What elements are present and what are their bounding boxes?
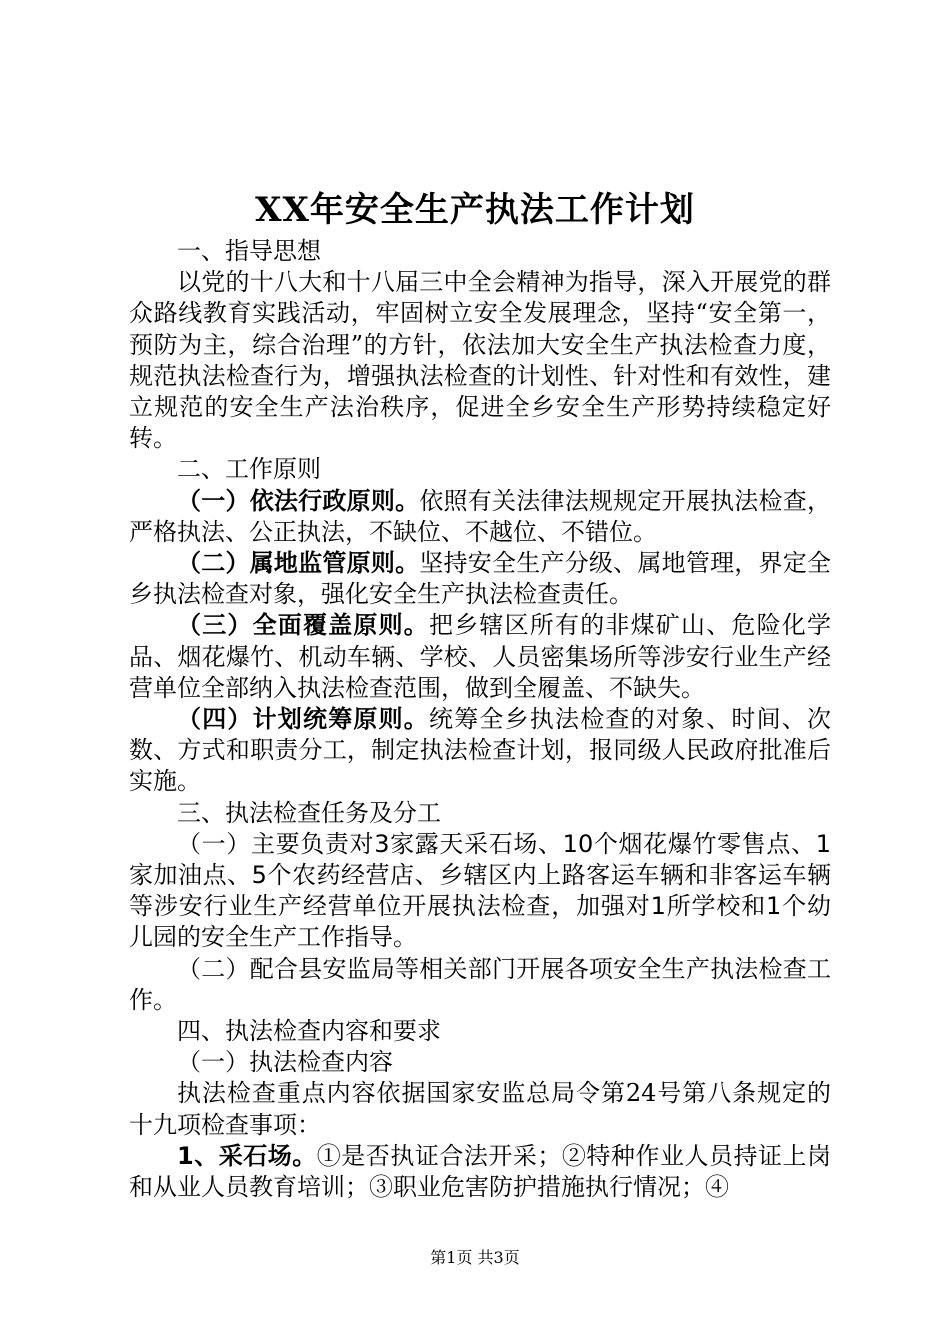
principle-1-text: 依照有关法律法规规定开展执法检查，严格执法、公正执法，不缺位、不越位、不错位。 <box>129 486 832 546</box>
principle-2-text: 坚持安全生产分级、属地管理，界定全乡执法检查对象，强化安全生产执法检查责任。 <box>129 549 832 609</box>
section-heading-4: 四、执法检查内容和要求 <box>177 1017 441 1046</box>
section-heading-3: 三、执法检查任务及分工 <box>177 798 441 827</box>
subsection-heading-4-1: （一）执法检查内容 <box>177 1048 393 1077</box>
task-1: （一）主要负责对3家露天采石场、10个烟花爆竹零售点、1家加油点、5个农药经营店、乡辖区内上路客运车辆和非客运车辆等涉安行业生产经营单位开展执法检查，加强对1所学校和1个幼儿园的安全生产工作指导。 <box>129 829 831 952</box>
principle-3 <box>129 610 831 704</box>
principle-4 <box>129 704 831 798</box>
page-footer: 第1页 共3页 <box>430 1248 520 1267</box>
principle-4-head: （四）计划统筹原则。 <box>177 705 429 734</box>
document-body <box>129 236 831 1203</box>
paragraph-inspection-content: 执法检查重点内容依据国家安监总局令第24号第八条规定的十九项检查事项： <box>129 1079 831 1139</box>
item-1-head: 1、采石场。 <box>177 1141 317 1170</box>
item-1-text: ①是否执证合法开采；②特种作业人员持证上岗和从业人员教育培训；③职业危害防护措施执行情况；④ <box>129 1141 832 1202</box>
task-2: （二）配合县安监局等相关部门开展各项安全生产执法检查工作。 <box>129 954 831 1014</box>
principle-1 <box>129 486 831 548</box>
principle-3-text: 把乡辖区所有的非煤矿山、危险化学品、烟花爆竹、机动车辆、学校、人员密集场所等涉安行业生产经营单位全部纳入执法检查范围，做到全履盖、不缺失。 <box>129 611 831 702</box>
item-1 <box>129 1141 831 1203</box>
principle-2 <box>129 548 831 610</box>
paragraph-guiding-thought: 以党的十八大和十八届三中全会精神为指导，深入开展党的群众路线教育实践活动，牢固树立安全发展理念，坚持“安全第一，预防为主，综合治理”的方针，依法加大安全生产执法检查力度，规范执法检查行为，增强执法检查的计划性、针对性和有效性，建立规范的安全生产法治秩序，促进全乡安全生产形势持续稳定好转。 <box>129 268 831 453</box>
section-heading-1: 一、指导思想 <box>177 237 321 265</box>
principle-1-head: （一）依法行政原则。 <box>177 486 420 515</box>
principle-4-text: 统筹全乡执法检查的对象、时间、次数、方式和职责分工，制定执法检查计划，报同级人民政府批准后实施。 <box>129 705 831 796</box>
principle-2-head: （二）属地监管原则。 <box>177 549 420 578</box>
principle-3-head: （三）全面覆盖原则。 <box>177 611 429 640</box>
document-title: XX年安全生产执法工作计划 <box>255 190 695 230</box>
section-heading-2: 二、工作原则 <box>177 455 321 484</box>
